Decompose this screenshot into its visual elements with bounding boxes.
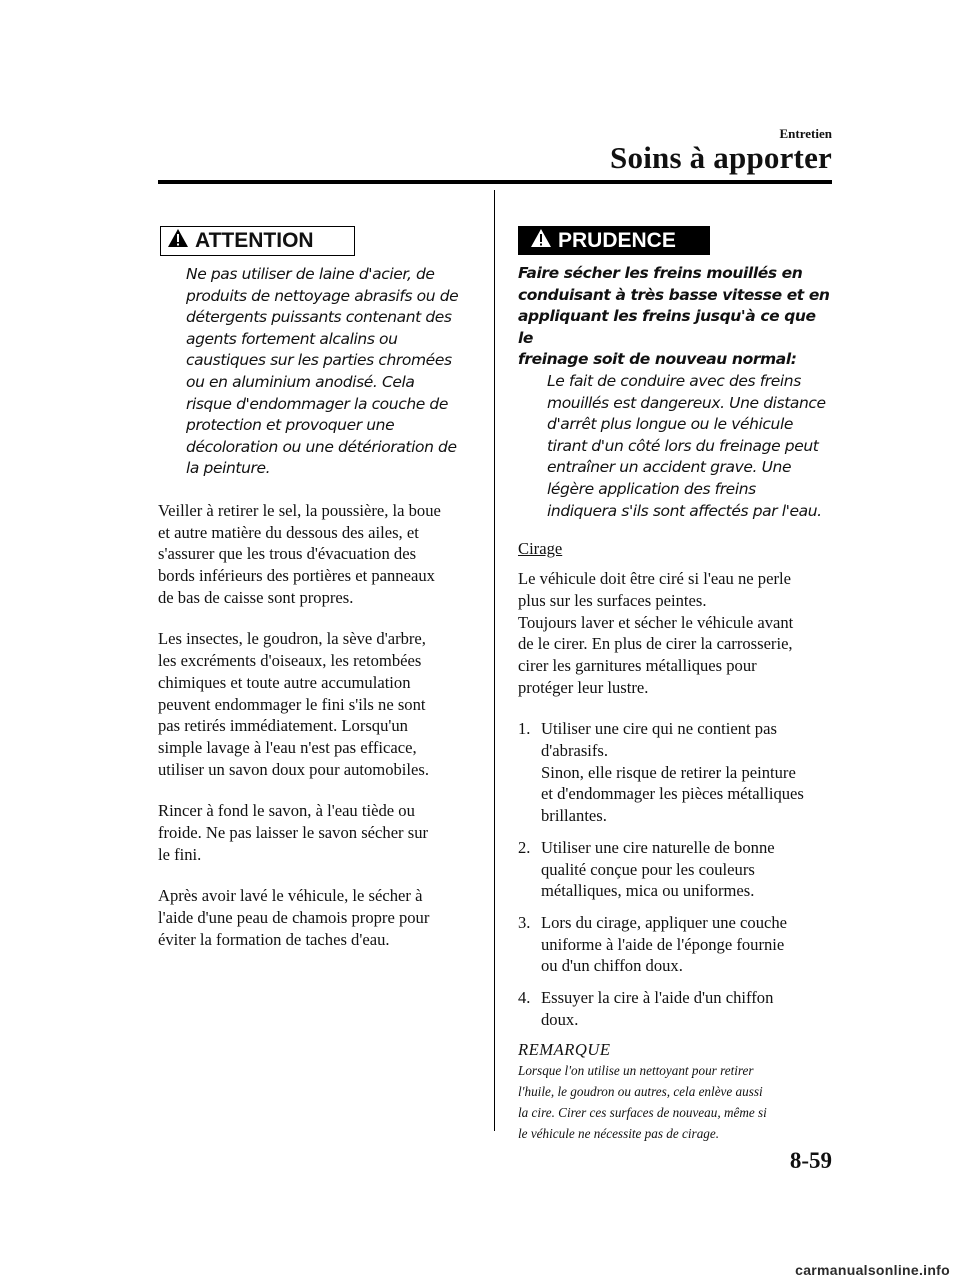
prudence-label-text: PRUDENCE: [558, 228, 676, 252]
text-line: d'arrêt plus longue ou le véhicule: [547, 415, 794, 434]
prudence-label: [518, 226, 710, 255]
text-line: indiquera s'ils sont affectés par l'eau.: [547, 501, 822, 520]
text-line: doux.: [541, 1009, 579, 1029]
text-line: conduisant à très basse vitesse et en: [518, 285, 830, 304]
text-line: Veiller à retirer le sel, la poussière, la boue: [158, 500, 441, 520]
text-line: peuvent endommager le fini s'ils ne sont: [158, 694, 426, 714]
attention-text: [186, 264, 470, 480]
text-line: et autre matière du dessous des ailes, et: [158, 522, 419, 542]
text-line: Le véhicule doit être ciré si l'eau ne perle: [518, 569, 791, 589]
note-heading: REMARQUE: [518, 1040, 611, 1060]
text-line: de bas de caisse sont propres.: [158, 587, 354, 607]
text-line: Utiliser une cire qui ne contient pas: [541, 719, 777, 739]
watermark: carmanualsonline.info: [795, 1262, 950, 1278]
waxing-steps: [518, 718, 832, 1030]
warning-triangle-icon: [167, 228, 189, 254]
text-line: utiliser un savon doux pour automobiles.: [158, 759, 430, 779]
text-line: Sinon, elle risque de retirer la peinture: [541, 762, 796, 782]
text-line: Toujours laver et sécher le véhicule avant: [518, 612, 794, 632]
text-line: et d'endommager les pièces métalliques: [541, 784, 804, 804]
note-text: [518, 1060, 832, 1144]
text-line: risque d'endommager la couche de: [186, 394, 448, 413]
paragraph-wax-bead: [518, 568, 832, 611]
list-item: [518, 837, 832, 902]
text-line: ou d'un chiffon doux.: [541, 956, 683, 976]
subheading-waxing: Cirage: [518, 539, 563, 559]
text-line: simple lavage à l'eau n'est pas efficace,: [158, 737, 417, 757]
attention-label: [160, 226, 355, 256]
text-line: métalliques, mica ou uniformes.: [541, 881, 755, 901]
text-line: bords inférieurs des portières et panneaux: [158, 566, 435, 586]
text-line: chimiques et toute autre accumulation: [158, 672, 411, 692]
paragraph-wax-before: [518, 612, 832, 699]
list-item: [518, 987, 832, 1030]
left-column: [158, 226, 470, 951]
text-line: protéger leur lustre.: [518, 677, 649, 697]
text-line: qualité conçue pour les couleurs: [541, 859, 755, 879]
step-number: 1.: [518, 719, 531, 739]
text-line: légère application des freins: [547, 479, 756, 498]
warning-triangle-icon: [530, 228, 552, 254]
text-line: Les insectes, le goudron, la sève d'arbre,: [158, 629, 426, 649]
text-line: Lors du cirage, appliquer une couche: [541, 912, 788, 932]
paragraph-rinse: [158, 800, 470, 865]
text-line: Après avoir lavé le véhicule, le sécher à: [158, 886, 423, 906]
page-number: 8-59: [789, 1148, 832, 1173]
header-rule: [158, 180, 832, 184]
text-line: appliquant les freins jusqu'à ce que le: [518, 307, 816, 347]
text-line: Rincer à fond le savon, à l'eau tiède ou: [158, 801, 415, 821]
text-line: froide. Ne pas laisser le savon sécher sur: [158, 823, 429, 843]
paragraph-salt: [158, 500, 470, 609]
text-line: agents fortement alcalins ou: [186, 329, 398, 348]
text-line: brillantes.: [541, 806, 607, 826]
text-line: le véhicule ne nécessite pas de cirage.: [518, 1126, 720, 1142]
right-column: [518, 226, 832, 1144]
text-line: de le cirer. En plus de cirer la carrosserie,: [518, 634, 793, 654]
text-line: plus sur les surfaces peintes.: [518, 590, 707, 610]
text-line: entraîner un accident grave. Une: [547, 458, 792, 477]
list-item: [518, 718, 832, 827]
text-line: la cire. Cirer ces surfaces de nouveau, même si: [518, 1105, 767, 1121]
text-line: Lorsque l'on utilise un nettoyant pour retirer: [518, 1063, 754, 1079]
text-line: pas retirés immédiatement. Lorsqu'un: [158, 716, 408, 736]
step-number: 2.: [518, 837, 531, 857]
text-line: freinage soit de nouveau normal:: [518, 350, 797, 369]
prudence-text: [547, 371, 832, 522]
text-line: Faire sécher les freins mouillés en: [518, 264, 803, 282]
column-divider: [494, 190, 495, 1131]
text-line: d'abrasifs.: [541, 741, 609, 761]
text-line: tirant d'un côté lors du freinage peut: [547, 436, 819, 455]
paragraph-insects: [158, 628, 470, 780]
section-name: Entretien: [779, 126, 832, 141]
list-item: [518, 912, 832, 977]
text-line: Utiliser une cire naturelle de bonne: [541, 837, 775, 857]
text-line: les excréments d'oiseaux, les retombées: [158, 651, 422, 671]
text-line: éviter la formation de taches d'eau.: [158, 929, 390, 949]
text-line: Le fait de conduire avec des freins: [547, 371, 801, 390]
step-number: 3.: [518, 912, 531, 932]
text-line: protection et provoquer une: [186, 416, 395, 435]
text-line: mouillés est dangereux. Une distance: [547, 393, 826, 412]
text-line: caustiques sur les parties chromées: [186, 351, 452, 370]
page-title: Soins à apporter: [610, 140, 832, 175]
text-line: s'assurer que les trous d'évacuation des: [158, 544, 417, 564]
text-line: décoloration ou une détérioration de: [186, 437, 457, 456]
text-line: le fini.: [158, 844, 202, 864]
text-line: uniforme à l'aide de l'éponge fournie: [541, 934, 785, 954]
text-line: produits de nettoyage abrasifs ou de: [186, 286, 459, 305]
text-line: Ne pas utiliser de laine d'acier, de: [186, 265, 435, 283]
prudence-lead: [518, 263, 832, 371]
text-line: l'aide d'une peau de chamois propre pour: [158, 908, 430, 928]
paragraph-dry: [158, 885, 470, 950]
attention-label-text: ATTENTION: [195, 229, 314, 252]
step-number: 4.: [518, 988, 531, 1008]
text-line: détergents puissants contenant des: [186, 308, 452, 327]
text-line: Essuyer la cire à l'aide d'un chiffon: [541, 988, 774, 1008]
text-line: l'huile, le goudron ou autres, cela enlève aussi: [518, 1084, 763, 1100]
text-line: ou en aluminium anodisé. Cela: [186, 372, 415, 391]
text-line: cirer les garnitures métalliques pour: [518, 655, 757, 675]
text-line: la peinture.: [186, 459, 271, 478]
